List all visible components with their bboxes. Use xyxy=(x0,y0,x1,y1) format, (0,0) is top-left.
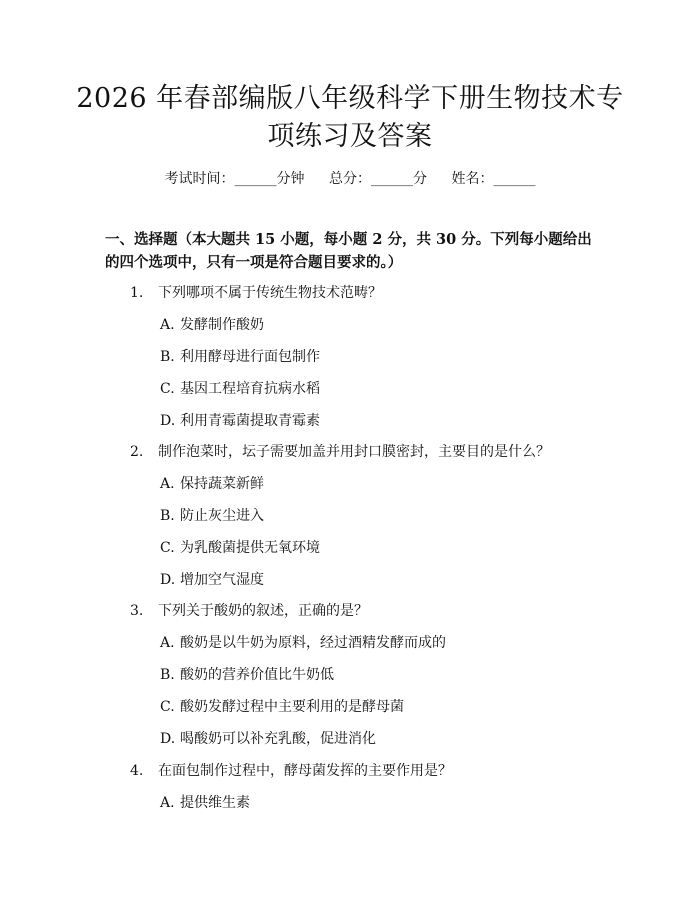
option-letter: A. xyxy=(160,795,175,811)
option-text: 酸奶的营养价值比牛奶低 xyxy=(180,667,334,683)
option-letter: B. xyxy=(160,349,175,365)
page-title xyxy=(70,80,630,156)
question-1-option-d xyxy=(160,410,320,430)
question-text: 下列关于酸奶的叙述，正确的是？ xyxy=(158,603,368,619)
question-2-option-c xyxy=(160,537,320,557)
option-letter: B. xyxy=(160,508,175,524)
option-letter: A. xyxy=(160,317,175,333)
question-text: 制作泡菜时，坛子需要加盖并用封口膜密封，主要目的是什么？ xyxy=(158,444,550,460)
question-1 xyxy=(130,282,382,302)
question-1-option-b xyxy=(160,346,320,366)
option-text: 提供维生素 xyxy=(180,795,250,811)
question-3-option-a xyxy=(160,632,446,652)
question-2-option-a xyxy=(160,473,264,493)
exam-meta xyxy=(0,168,700,188)
option-letter: C. xyxy=(160,540,175,556)
question-3-option-d xyxy=(160,728,376,748)
total-score-field: 总分：______分 xyxy=(329,171,427,187)
question-number: 4. xyxy=(130,763,144,779)
option-letter: D. xyxy=(160,731,176,747)
question-text: 下列哪项不属于传统生物技术范畴？ xyxy=(158,285,382,301)
section-heading: 一、选择题（本大题共 15 小题，每小题 2 分，共 30 分。下列每小题给出的四个选项中，只有一项是符合题目要求的。） xyxy=(105,231,592,271)
option-text: 利用青霉菌提取青霉素 xyxy=(180,413,320,429)
option-text: 为乳酸菌提供无氧环境 xyxy=(180,540,320,556)
question-3-option-c xyxy=(160,696,404,716)
option-text: 保持蔬菜新鲜 xyxy=(180,476,264,492)
question-number: 2. xyxy=(130,444,144,460)
question-3-option-b xyxy=(160,664,334,684)
option-letter: B. xyxy=(160,667,175,683)
option-letter: D. xyxy=(160,413,176,429)
question-number: 3. xyxy=(130,603,144,619)
option-text: 酸奶发酵过程中主要利用的是酵母菌 xyxy=(180,699,404,715)
option-letter: A. xyxy=(160,476,175,492)
question-2-option-d xyxy=(160,569,264,589)
question-2-option-b xyxy=(160,505,264,525)
option-letter: C. xyxy=(160,699,175,715)
question-1-option-c xyxy=(160,378,320,398)
question-2 xyxy=(130,441,550,461)
option-text: 酸奶是以牛奶为原料，经过酒精发酵而成的 xyxy=(180,635,446,651)
option-text: 防止灰尘进入 xyxy=(180,508,264,524)
title-line-2: 项练习及答案 xyxy=(267,121,433,152)
question-3 xyxy=(130,600,368,620)
option-letter: C. xyxy=(160,381,175,397)
option-text: 增加空气湿度 xyxy=(180,572,264,588)
question-number: 1. xyxy=(130,285,144,301)
title-line-1: 2026 年春部编版八年级科学下册生物技术专 xyxy=(76,83,624,114)
question-1-option-a xyxy=(160,314,264,334)
question-4-option-a xyxy=(160,792,250,812)
option-letter: D. xyxy=(160,572,176,588)
option-text: 发酵制作酸奶 xyxy=(180,317,264,333)
option-text: 喝酸奶可以补充乳酸，促进消化 xyxy=(180,731,376,747)
question-4 xyxy=(130,760,452,780)
question-text: 在面包制作过程中，酵母菌发挥的主要作用是？ xyxy=(158,763,452,779)
option-text: 利用酵母进行面包制作 xyxy=(180,349,320,365)
option-letter: A. xyxy=(160,635,175,651)
exam-time-field: 考试时间：______分钟 xyxy=(164,171,305,187)
student-name-field: 姓名：______ xyxy=(451,171,536,187)
option-text: 基因工程培育抗病水稻 xyxy=(180,381,320,397)
